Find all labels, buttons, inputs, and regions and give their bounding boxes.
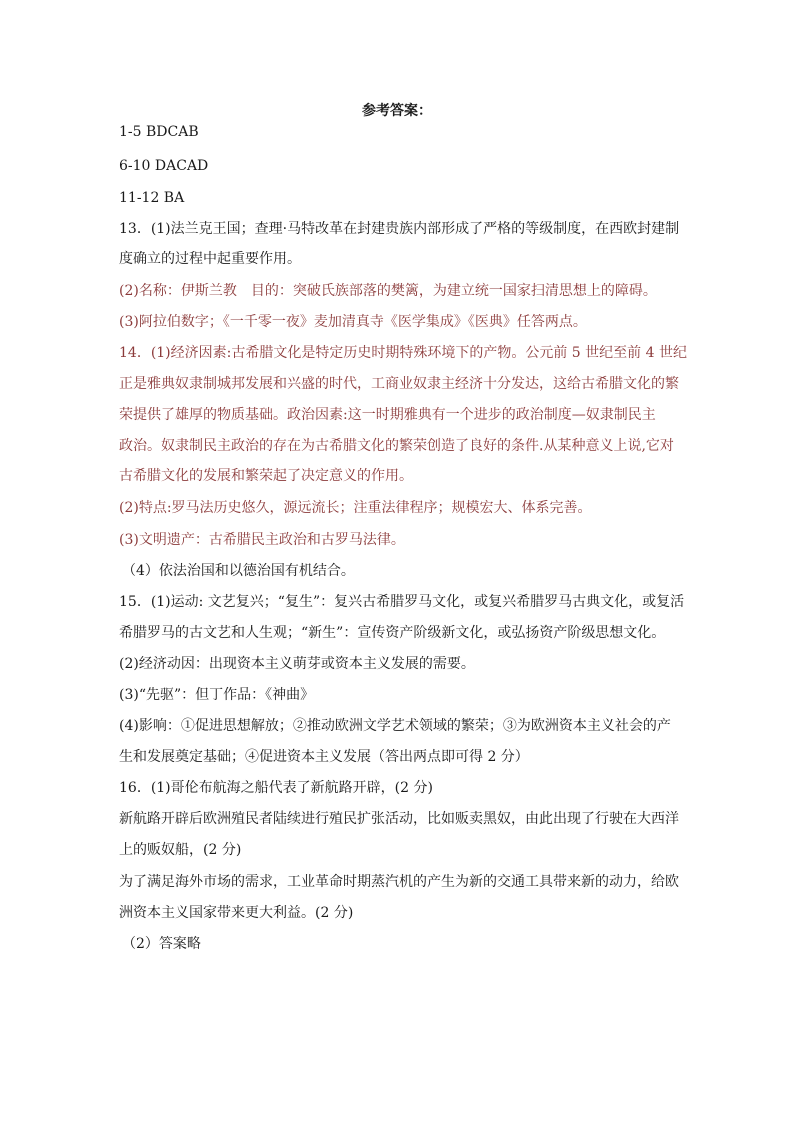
q13-line: 13．(1)法兰克王国；查理·马特改革在封建贵族内部形成了严格的等级制度，在西欧封建制 [119, 221, 680, 237]
q14-line: 古希腊文化的发展和繁荣起了决定意义的作用。 [119, 468, 413, 484]
q14-line: (2)特点:罗马法历史悠久，源远流长；注重法律程序；规模宏大、体系完善。 [119, 500, 592, 516]
q14-line: 政治。奴隶制民主政治的存在为古希腊文化的繁荣创造了良好的条件.从某种意义上说,它对 [119, 438, 674, 454]
q16-line: 新航路开辟后欧洲殖民者陆续进行殖民扩张活动，比如贩卖黑奴，由此出现了行驶在大西洋 [119, 811, 679, 827]
q14-line: 荣提供了雄厚的物质基础。政治因素:这一时期雅典有一个进步的政治制度—奴隶制民主 [119, 407, 656, 423]
q15-line: (2)经济动因：出现资本主义萌芽或资本主义发展的需要。 [119, 656, 475, 672]
answer-line-6-10: 6-10 DACAD [119, 158, 209, 174]
q13-line: 度确立的过程中起重要作用。 [119, 251, 301, 267]
q14-line: （4）依法治国和以德治国有机结合。 [122, 563, 355, 579]
q14-line: 14．(1)经济因素:古希腊文化是特定历史时期特殊环境下的产物。公元前 5 世纪至前 4 世纪 [119, 345, 687, 361]
q16-line: 16．(1)哥伦布航海之船代表了新航路开辟，(2 分) [119, 780, 433, 796]
q16-line: 洲资本主义国家带来更大利益。(2 分) [119, 905, 354, 921]
page-title: 参考答案： [362, 103, 432, 119]
q14-line: 正是雅典奴隶制城邦发展和兴盛的时代，工商业奴隶主经济十分发达，这给古希腊文化的繁 [119, 376, 679, 392]
q13-line: (2)名称：伊斯兰教 目的：突破氏族部落的樊篱，为建立统一国家扫清思想上的障碍。 [119, 283, 657, 299]
answer-line-11-12: 11-12 BA [119, 190, 185, 206]
q15-line: 生和发展奠定基础；④促进资本主义发展（答出两点即可得 2 分） [119, 749, 529, 765]
q15-line: (3)“先驱”：但丁作品：《神曲》 [119, 687, 315, 703]
q15-line: 希腊罗马的古文艺和人生观；“新生”：宣传资产阶级新文化，或弘扬资产阶级思想文化。 [119, 625, 666, 641]
q14-line: (3)文明遗产：古希腊民主政治和古罗马法律。 [119, 532, 405, 548]
q13-line: (3)阿拉伯数字；《一千零一夜》麦加清真寺《医学集成》《医典》任答两点。 [119, 314, 587, 330]
q16-line: （2）答案略 [122, 936, 201, 952]
q16-line: 上的贩奴船，(2 分) [119, 842, 242, 858]
q15-line: 15．(1)运动: 文艺复兴；“复生”：复兴古希腊罗马文化，或复兴希腊罗马古典文化，或复活 [119, 594, 685, 610]
q16-line: 为了满足海外市场的需求，工业革命时期蒸汽机的产生为新的交通工具带来新的动力，给欧 [119, 874, 679, 890]
answer-line-1-5: 1-5 BDCAB [119, 124, 199, 140]
q15-line: (4)影响：①促进思想解放；②推动欧洲文学艺术领域的繁荣；③为欧洲资本主义社会的产 [119, 718, 671, 734]
